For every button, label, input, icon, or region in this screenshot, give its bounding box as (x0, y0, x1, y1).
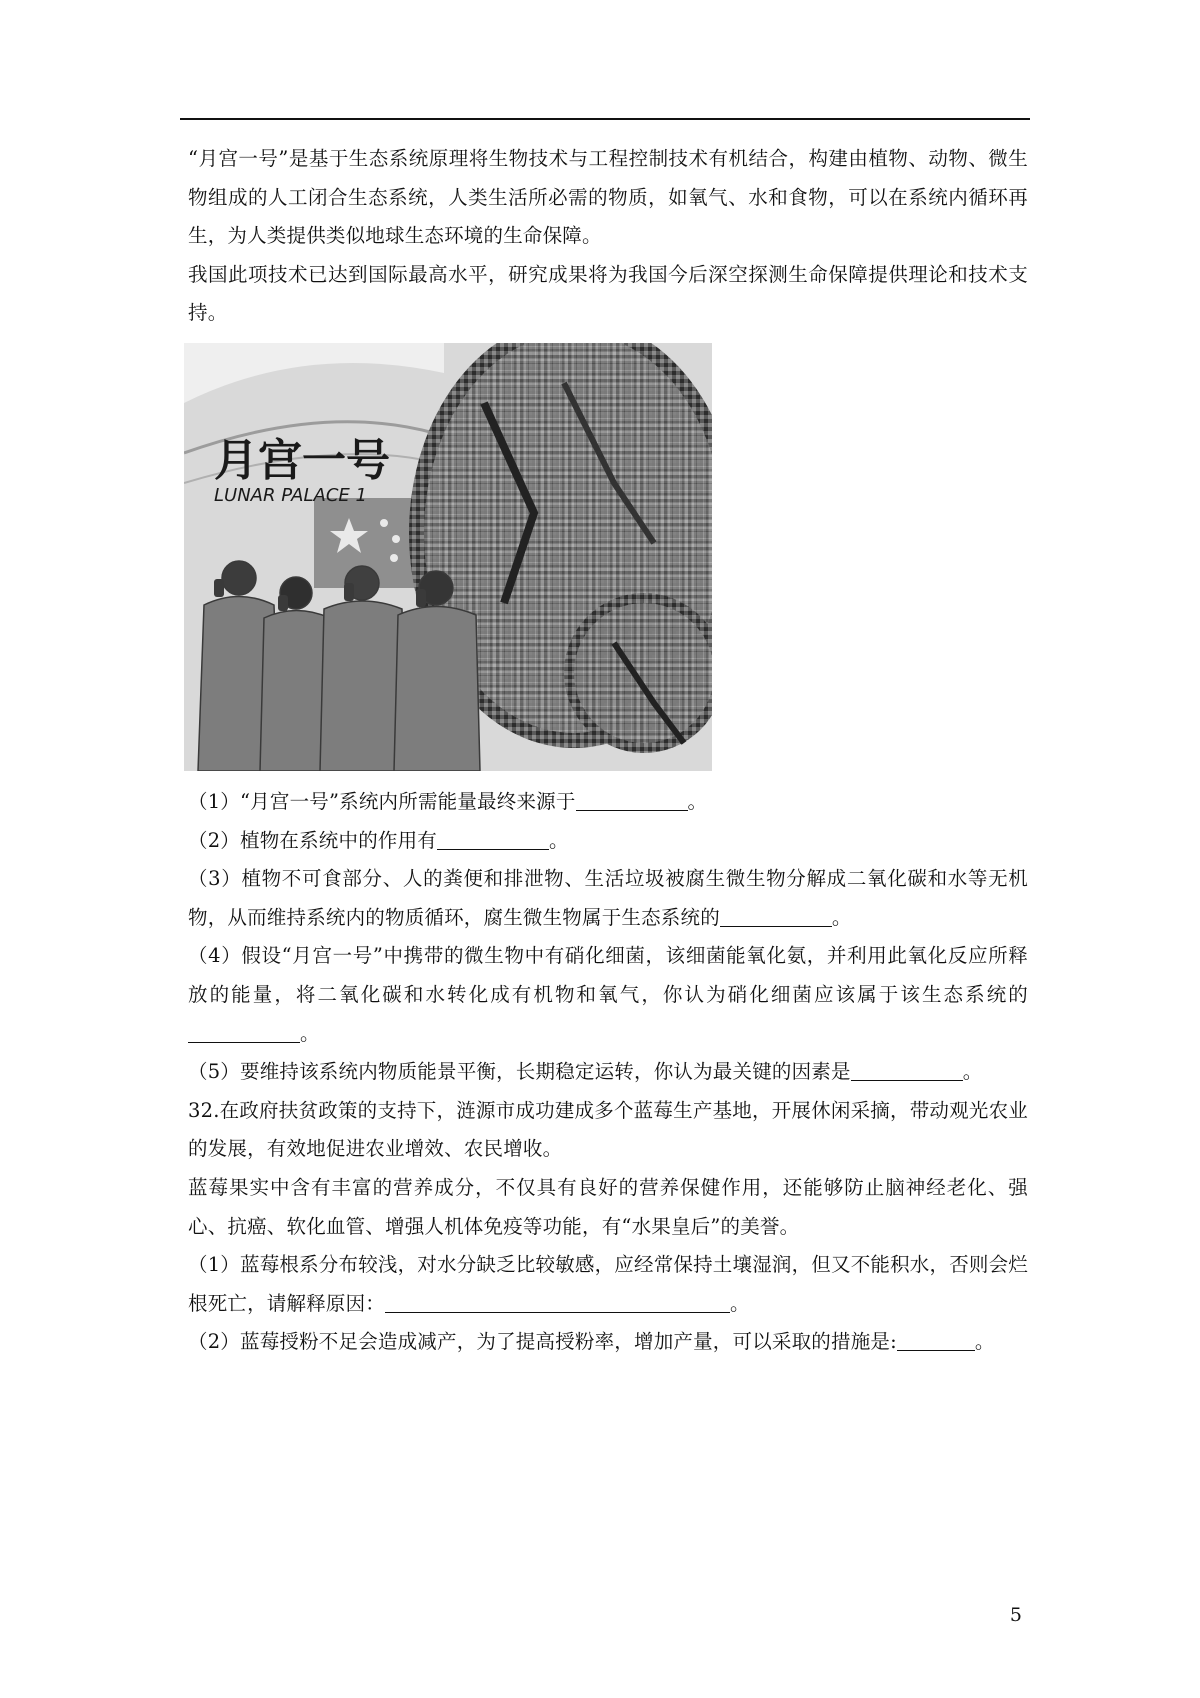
q31-5-end: 。 (962, 1060, 983, 1084)
q32-2-text: （2）蓝莓授粉不足会造成减产，为了提高授粉率，增加产量，可以采取的措施是: (188, 1330, 897, 1354)
q31-2-text: （2）植物在系统中的作用有 (188, 828, 438, 852)
lunar-palace-photo (184, 343, 712, 771)
answer-blank[interactable] (385, 1290, 730, 1313)
intro-paragraph-2: 我国此项技术已达到国际最高水平，研究成果将为我国今后深空探测生命保障提供理论和技术支持。 (188, 262, 1028, 325)
photo-illustration (184, 343, 712, 771)
page-number: 5 (1009, 1604, 1022, 1626)
q31-3-end: 。 (831, 905, 852, 929)
answer-blank[interactable] (576, 788, 688, 811)
q31-3 (188, 860, 1028, 937)
q31-1 (188, 783, 1028, 822)
q32-intro-1: 32.在政府扶贫政策的支持下，涟源市成功建成多个蓝莓生产基地，开展休闲采摘，带动观光农业的发展，有效地促进农业增效、农民增收。 (188, 1098, 1028, 1161)
q32-intro-2: 蓝莓果实中含有丰富的营养成分，不仅具有良好的营养保健作用，还能够防止脑神经老化、强心、抗癌、软化血管、增强人机体免疫等功能，有“水果皇后”的美誉。 (188, 1175, 1028, 1238)
q31-4 (188, 937, 1028, 1053)
q31-2-end: 。 (549, 828, 569, 852)
answer-blank[interactable] (188, 1020, 300, 1043)
photo-label-cn: 月宫一号 (214, 434, 390, 486)
q31-5 (188, 1053, 1028, 1092)
photo-label-en: LUNAR PALACE 1 (214, 484, 367, 506)
q31-3-text: （3）植物不可食部分、人的粪便和排泄物、生活垃圾被腐生微生物分解成二氧化碳和水等无机物，从而维持系统内的物质循环，腐生微生物属于生态系统的 (188, 867, 1028, 929)
q32-2-end: 。 (974, 1330, 995, 1354)
q32-1-end: 。 (730, 1291, 750, 1315)
answer-blank[interactable] (437, 827, 549, 850)
q31-1-end: 。 (687, 789, 708, 813)
intro-paragraph-1: “月宫一号”是基于生态系统原理将生物技术与工程控制技术有机结合，构建由植物、动物、微生物组成的人工闭合生态系统，人类生活所必需的物质，如氧气、水和食物，可以在系统内循环再生，为人类提供类似地球生态环境的生命保障。 (188, 147, 1028, 248)
q31-4-text: （4）假设“月宫一号”中携带的微生物中有硝化细菌，该细菌能氧化氨，并利用此氧化反应所释放的能量，将二氧化碳和水转化成有机物和氧气，你认为硝化细菌应该属于该生态系统的 (188, 944, 1028, 1006)
answer-blank[interactable] (897, 1328, 975, 1351)
q32-1-text: （1）蓝莓根系分布较浅，对水分缺乏比较敏感，应经常保持土壤湿润，但又不能积水，否则会烂根死亡，请解释原因： (188, 1253, 1029, 1315)
q31-4-end: 。 (300, 1021, 320, 1045)
q31-2 (188, 822, 1028, 861)
q31-1-text: （1）“月宫一号”系统内所需能量最终来源于 (188, 789, 576, 813)
answer-blank[interactable] (720, 904, 832, 927)
q32-1 (188, 1246, 1028, 1323)
header-rule (180, 118, 1030, 120)
answer-blank[interactable] (851, 1058, 963, 1081)
page-content (188, 140, 1028, 1362)
q32-2 (188, 1323, 1028, 1362)
q31-5-text: （5）要维持该系统内物质能景平衡，长期稳定运转，你认为最关键的因素是 (188, 1060, 851, 1084)
